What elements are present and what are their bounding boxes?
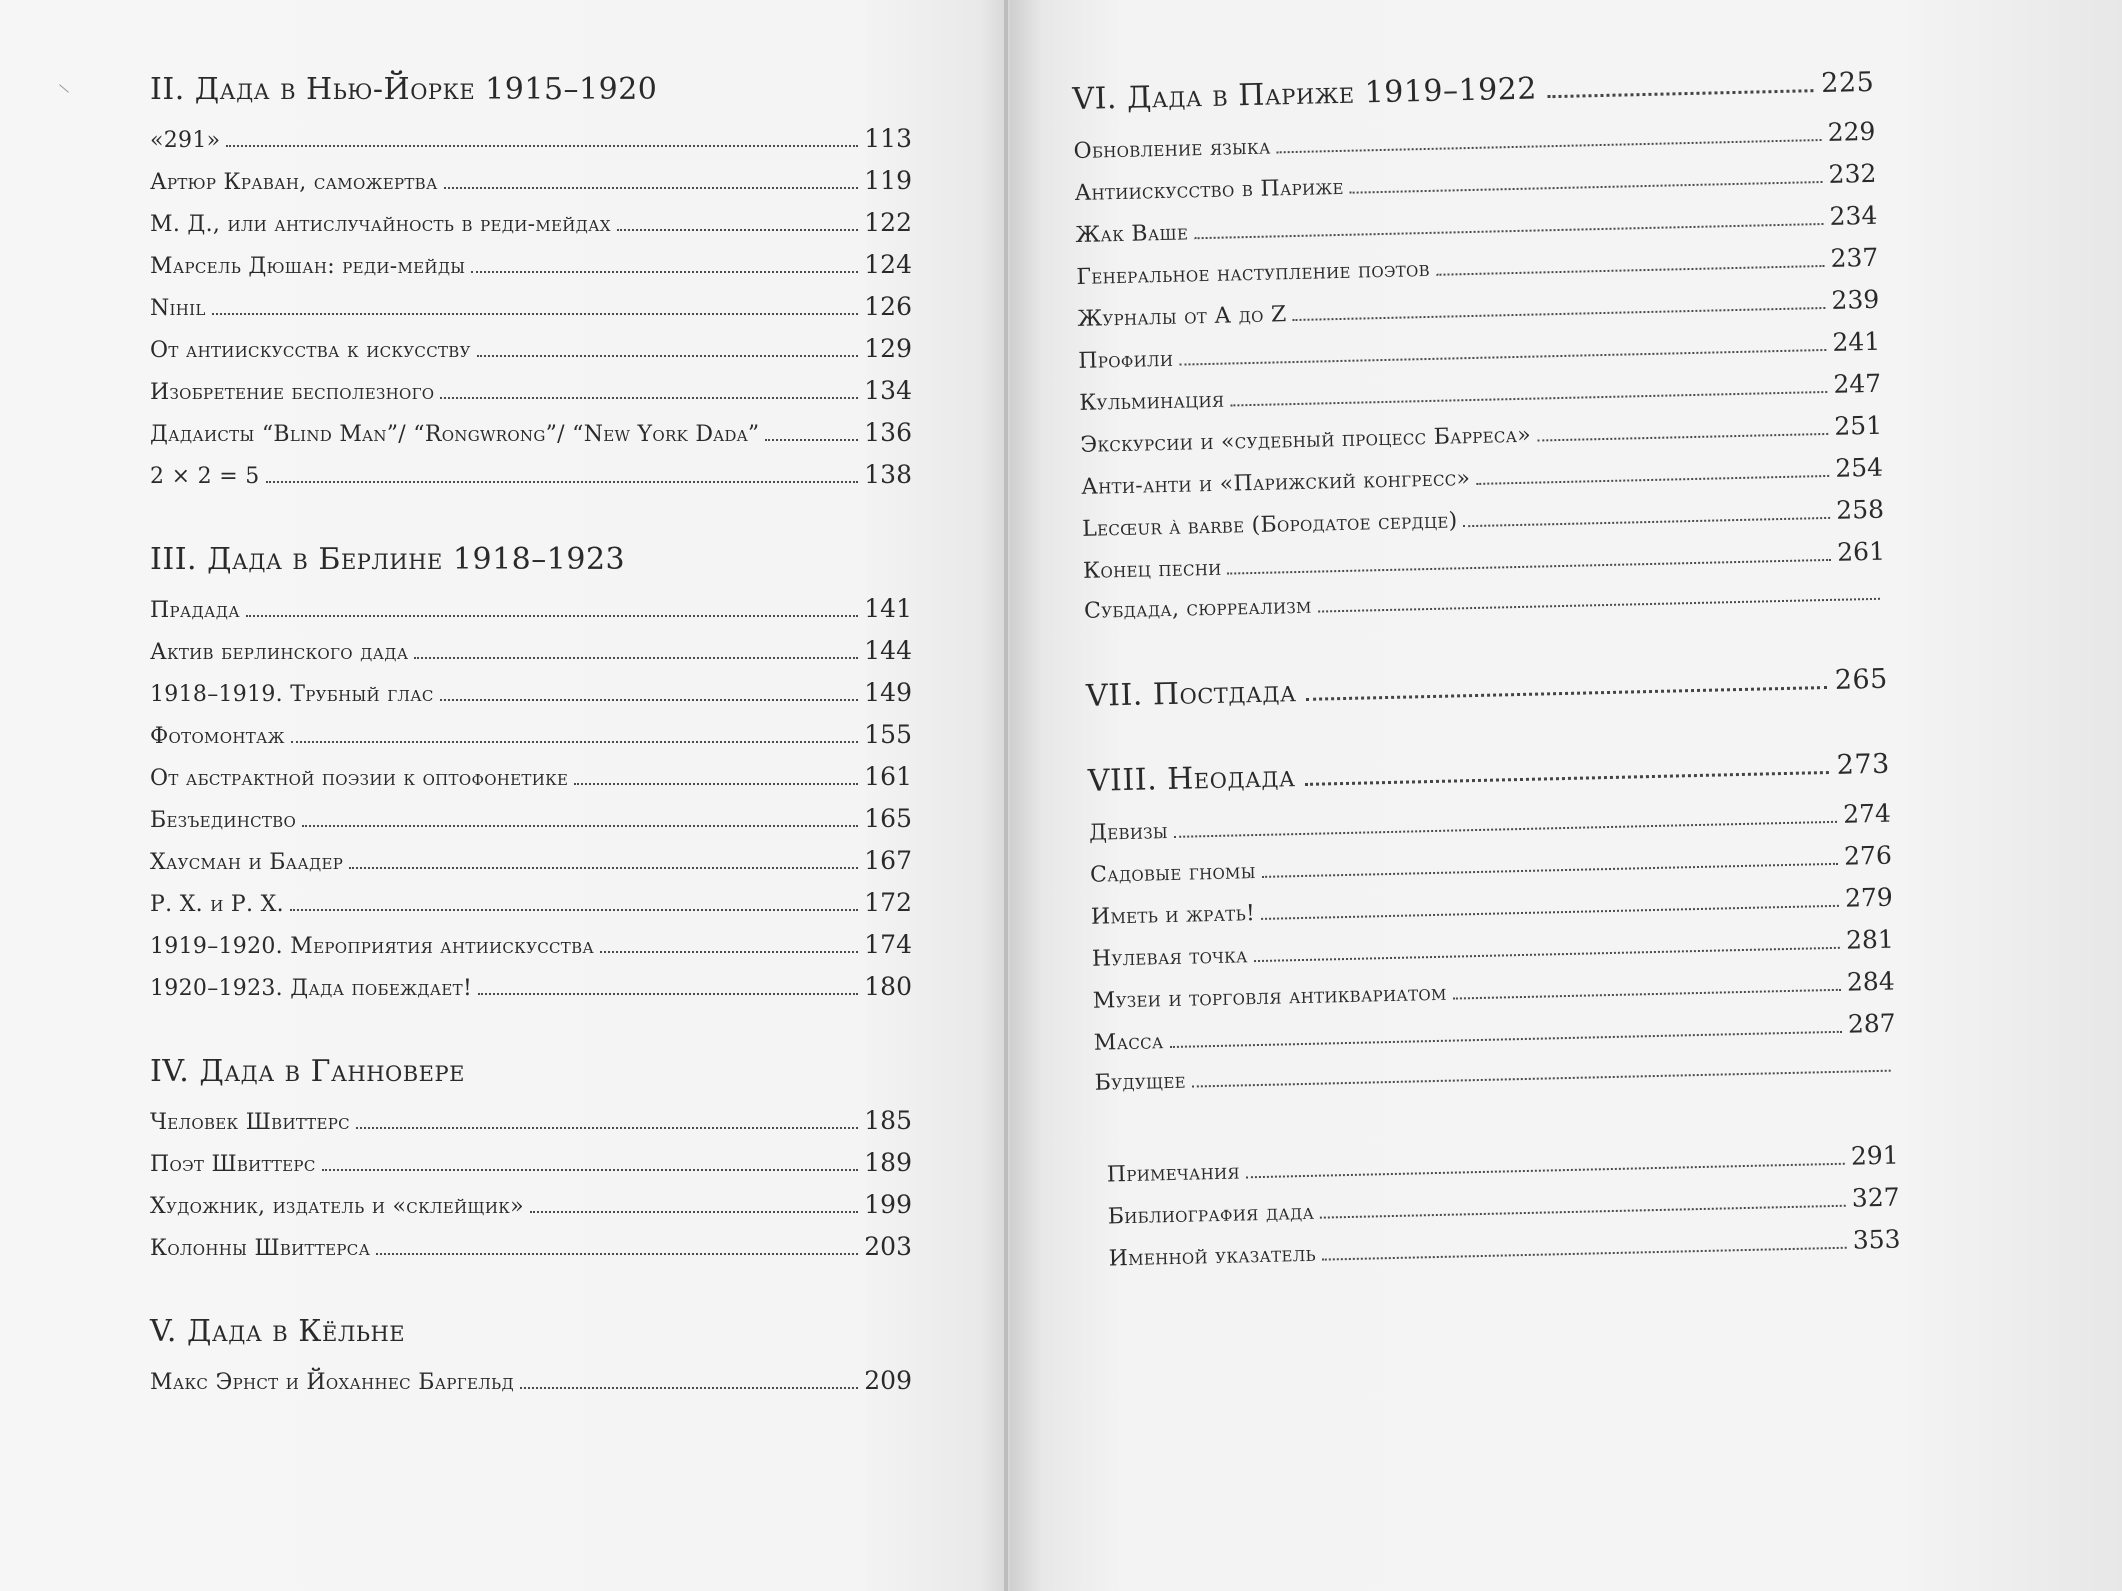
toc-entry: Масса 287 xyxy=(1093,1008,1896,1056)
toc-entry: Анти-анти и «Парижский конгресс» 254 xyxy=(1080,452,1884,500)
toc-entry: Р. Х. и Р. Х. 172 xyxy=(150,888,912,917)
toc-entry: 1919–1920. Мероприятия антиискусства 174 xyxy=(150,930,912,959)
section-title: VIII. Неодада 273 xyxy=(1087,748,1891,799)
toc-entry: Журналы от А до Z 239 xyxy=(1077,284,1880,332)
toc-entry: Lecœur à barbe (Бородатое сердце) 258 xyxy=(1081,494,1885,542)
pencil-mark xyxy=(59,84,69,92)
toc-entry: Будущее xyxy=(1094,1045,1897,1105)
book-gutter xyxy=(1004,0,1008,1591)
toc-entry: Экскурсии и «судебный процесс Барреса» 251 xyxy=(1080,410,1883,458)
toc-section-iv xyxy=(150,1052,912,1268)
left-page xyxy=(0,0,1010,1591)
right-toc-column xyxy=(1072,62,1901,1279)
toc-entry: Библиография дада 327 xyxy=(1107,1182,1900,1230)
section-title: IV. Дада в Ганновере xyxy=(150,1054,465,1089)
toc-entry: Nihil 126 xyxy=(150,292,912,321)
toc-entry: 1918–1919. Трубный глас 149 xyxy=(150,678,912,707)
toc-entry: 2 × 2 = 5 138 xyxy=(150,460,912,489)
toc-entry: Профили 241 xyxy=(1078,326,1881,374)
toc-entry: Субдада, сюрреализм xyxy=(1084,573,1887,633)
section-title: VI. Дада в Париже 1919–1922 225 xyxy=(1072,66,1875,117)
toc-entry: Человек Швиттерс 185 xyxy=(150,1106,912,1135)
toc-entry: Марсель Дюшан: реди-мейды 124 xyxy=(150,250,912,279)
toc-entry: Фотомонтаж 155 xyxy=(150,720,912,749)
toc-entry: 1920–1923. Дада побеждает! 180 xyxy=(150,972,912,1001)
toc-section-vi xyxy=(1072,62,1886,633)
toc-entry: Музеи и торговля антиквариатом 284 xyxy=(1092,966,1895,1014)
toc-entry: Артюр Краван, саможертва 119 xyxy=(150,166,912,195)
toc-entry: «291» 113 xyxy=(150,124,912,153)
toc-section-vii xyxy=(1086,659,1889,718)
toc-section-iii xyxy=(150,540,912,1008)
toc-entry: М. Д., или антислучайность в реди-мейдах 122 xyxy=(150,208,912,237)
toc-entry: Безъединство 165 xyxy=(150,804,912,833)
toc-entry: Именной указатель 353 xyxy=(1108,1224,1901,1272)
toc-section-v xyxy=(150,1312,912,1402)
toc-entry: Конец песни 261 xyxy=(1082,536,1886,584)
toc-entry: Хаусман и Баадер 167 xyxy=(150,846,912,875)
toc-entry: Дадаисты “Blind Man”/ “Rongwrong”/ “New York Dada” 136 xyxy=(150,418,912,447)
section-title: II. Дада в Нью-Йорке 1915–1920 xyxy=(150,72,658,107)
section-title: III. Дада в Берлине 1918–1923 xyxy=(150,542,626,577)
toc-entry: Обновление языка 229 xyxy=(1073,116,1876,164)
toc-entry: От антиискусства к искусству 129 xyxy=(150,334,912,363)
toc-entry: От абстрактной поэзии к оптофонетике 161 xyxy=(150,762,912,791)
toc-entry: Садовые гномы 276 xyxy=(1089,840,1893,888)
toc-entry: Макс Эрнст и Йоханнес Баргельд 209 xyxy=(150,1366,912,1395)
toc-entry: Антиискусство в Париже 232 xyxy=(1074,158,1877,206)
toc-entry: Изобретение бесполезного 134 xyxy=(150,376,912,405)
toc-entry: Генеральное наступление поэтов 237 xyxy=(1076,242,1879,290)
toc-entry: Поэт Швиттерс 189 xyxy=(150,1148,912,1177)
back-matter xyxy=(1096,1135,1901,1279)
toc-entry: Иметь и жрать! 279 xyxy=(1090,882,1894,930)
toc-entry: Жак Ваше 234 xyxy=(1075,200,1878,248)
toc-entry: Художник, издатель и «склейщик» 199 xyxy=(150,1190,912,1219)
toc-entry: Примечания 291 xyxy=(1106,1140,1899,1188)
toc-entry: Кульминация 247 xyxy=(1079,368,1882,416)
left-toc-column xyxy=(150,70,912,1446)
toc-entry: Нулевая точка 281 xyxy=(1091,924,1895,972)
toc-entry: Девизы 274 xyxy=(1088,798,1892,846)
toc-entry: Прадада 141 xyxy=(150,594,912,623)
toc-entry: Актив берлинского дада 144 xyxy=(150,636,912,665)
section-title: V. Дада в Кёльне xyxy=(150,1314,406,1349)
toc-section-ii xyxy=(150,70,912,496)
toc-section-viii xyxy=(1087,744,1897,1105)
toc-entry: Колонны Швиттерса 203 xyxy=(150,1232,912,1261)
section-title: VII. Постдада 265 xyxy=(1085,663,1889,714)
